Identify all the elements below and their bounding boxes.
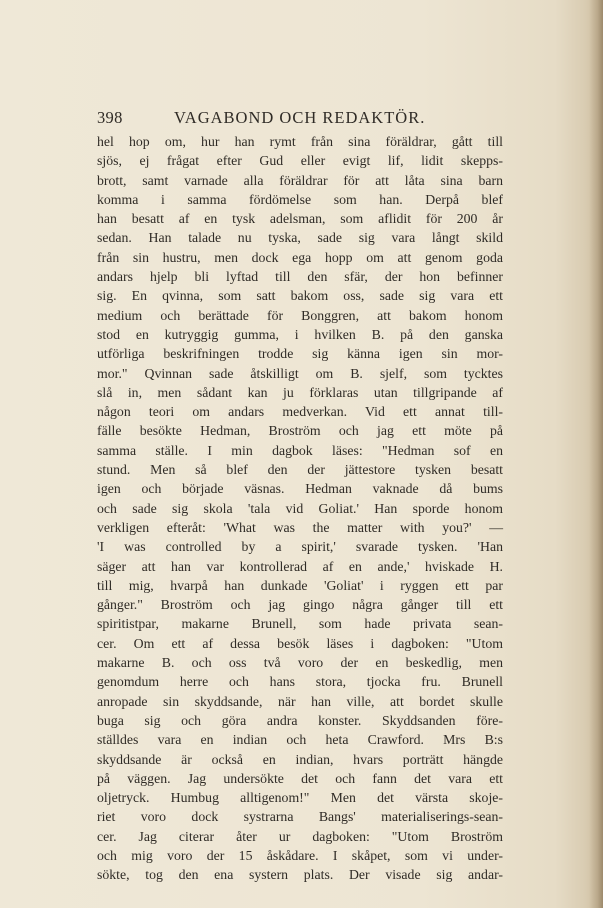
text-line: verkligen efteråt: 'What was the matter with you?' —: [97, 519, 503, 535]
text-line: säger att han var kontrollerad af en ande,' hviskade H.: [97, 558, 503, 574]
text-line: utförliga beskrifningen trodde sig känna igen sin mor-: [97, 346, 503, 362]
text-line: komma i samma fördömelse som han. Derpå blef: [97, 191, 503, 207]
text-line: 'I was controlled by a spirit,' svarade tysken. 'Han: [97, 539, 503, 555]
text-line: ställdes vara en indian och heta Crawford. Mrs B:s: [97, 732, 503, 748]
text-line: cer. Om ett af dessa besök läses i dagboken: "Utom: [97, 635, 503, 651]
text-line: sedan. Han talade nu tyska, sade sig vara långt skild: [97, 230, 503, 246]
text-line: buga sig och göra andra konster. Skyddsanden före-: [97, 712, 503, 728]
text-line: mor." Qvinnan sade åtskilligt om B. sjelf, som tycktes: [97, 365, 503, 381]
text-line: genomdum herre och hans stora, tjocka fru. Brunell: [97, 674, 503, 690]
text-line: igen och började väsnas. Hedman vaknade då bums: [97, 481, 503, 497]
text-line: makarne B. och oss två voro der en beskedlig, men: [97, 655, 503, 671]
text-line: slå in, men sådant kan ju förklaras utan tillgripande af: [97, 384, 503, 400]
text-line: skyddsande är också en indian, hvars porträtt hängde: [97, 751, 503, 767]
page-header: [97, 108, 437, 132]
text-line: från sin hustru, men dock ega hopp om att genom goda: [97, 249, 503, 265]
text-line: spiritistpar, makarne Brunell, som hade privata sean-: [97, 616, 503, 632]
text-line: andars hjelp bli lyftad till den sfär, der hon befinner: [97, 269, 503, 285]
page-number: 398: [97, 108, 123, 127]
text-line: anropade sin skyddsande, när han ville, att bordet skulle: [97, 693, 503, 709]
running-head: VAGABOND OCH REDAKTÖR.: [174, 108, 426, 127]
text-line: någon teori om andars medverkan. Vid ett annat till-: [97, 404, 503, 420]
text-line: han besatt af en tysk adelsman, som aflidit för 200 år: [97, 211, 503, 227]
text-line: fälle besökte Hedman, Broström och jag ett möte på: [97, 423, 503, 439]
text-line: sjös, ej frågat efter Gud eller evigt lif, lidit skepps-: [97, 153, 503, 169]
text-line: brott, samt varnade alla föräldrar för att låta sina barn: [97, 172, 503, 188]
text-line: sig. En qvinna, som satt bakom oss, sade sig vara ett: [97, 288, 503, 304]
page-spine-shadow: [589, 0, 603, 908]
text-line: hel hop om, hur han rymt från sina föräldrar, gått till: [97, 134, 503, 149]
text-line: medium och berättade för Bonggren, att bakom honom: [97, 307, 503, 323]
text-line: stod en kutryggig gumma, i hvilken B. på den ganska: [97, 326, 503, 342]
text-line: på väggen. Jag undersökte det och fann det vara ett: [97, 770, 503, 786]
text-line: cer. Jag citerar åter ur dagboken: "Utom Broström: [97, 828, 503, 844]
text-line: samma ställe. I min dagbok läses: "Hedman sof en: [97, 442, 503, 458]
text-line: oljetryck. Humbug alltigenom!" Men det värsta skoje-: [97, 790, 503, 806]
text-line: och sade sig skola 'tala vid Goliat.' Han sporde honom: [97, 500, 503, 516]
text-line: gånger." Broström och jag gingo några gånger till ett: [97, 597, 503, 613]
text-line: och mig voro der 15 åskådare. I skåpet, som vi under-: [97, 847, 503, 863]
text-line: riet voro dock systrarna Bangs' materialiserings-sean-: [97, 809, 503, 825]
text-line: sökte, tog den ena systern plats. Der visade sig andar-: [97, 867, 503, 883]
body-text: [97, 132, 503, 885]
text-line: till mig, hvarpå han dunkade 'Goliat' i ryggen ett par: [97, 577, 503, 593]
text-line: stund. Men så blef den der jättestore tysken besatt: [97, 462, 503, 478]
